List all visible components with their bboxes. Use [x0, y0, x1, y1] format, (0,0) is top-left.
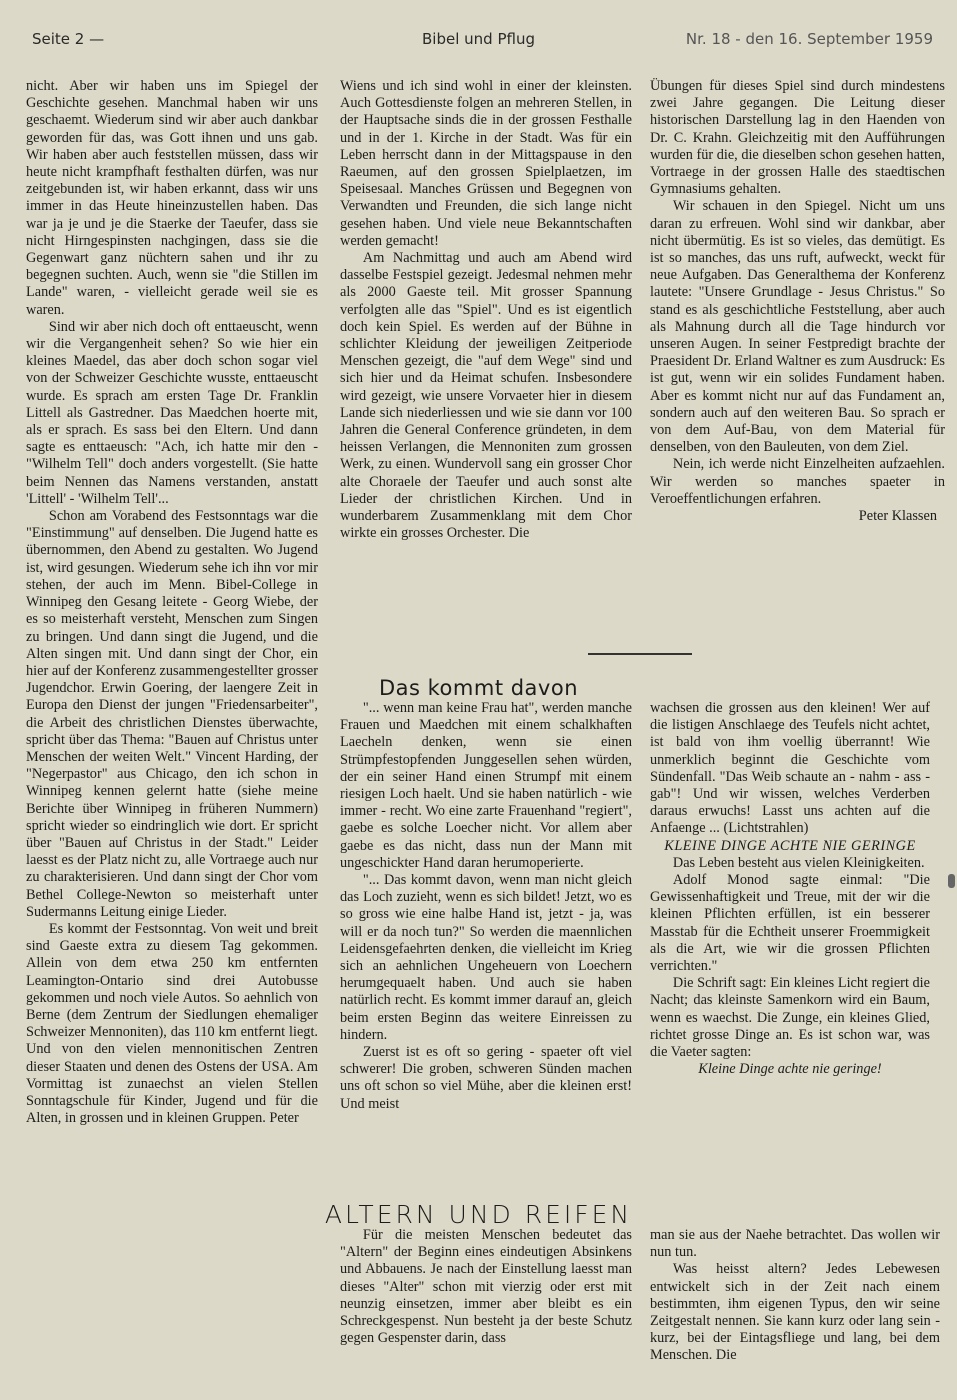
article-title: Das kommt davon: [378, 676, 579, 700]
publication-title: Bibel und Pflug: [422, 30, 535, 48]
paragraph: Für die meisten Menschen bedeutet das "Altern" der Beginn eines eindeutigen Absinkens und Abbauens. Je nach der Einstellung laesst man dieses "Alter" schon mit vierzig oder erst mit neunzig einsetzen, immer aber bleibt es ein Schreckgespenst. Nun besteht ja der beste Schutz gegen Gespenster darin, dass: [340, 1227, 632, 1347]
paragraph: Am Nachmittag und auch am Abend wird dasselbe Festspiel gezeigt. Jedesmal nehmen mehr als 2000 Gaeste teil. Mit grosser Spannung verfolgten alle das "Spiel". Und es ist eigentlich doch kein Spiel. Es werden auf der Bühne in schlichter Kleidung der jeweiligen Zeitperiode Menschen gezeigt, die "auf dem Wege" sind und sich hier und da Heimat schufen. Insbesondere wird gezeigt, wie unsere Vorvaeter hier in diesem Lande sich niederliessen und wie sie dann vor 100 Jahren die General Conference gründeten, in dem heissen Verlangen, die Mennoniten zum grossen Werk, zu einen. Wundervoll sang ein grosser Chor alte Choraele der Taeufer und auch sonst alte Lieder der christlichen Kirchen. Und in wunderbarem Zusammenklang mit dem Chor wirkte ein grosses Orchester. Die: [340, 250, 632, 542]
paragraph: nicht. Aber wir haben uns im Spiegel der Geschichte gesehen. Manchmal haben wir uns geschaemt. Wiederum sind wir aber auch dankbar geworden für das, was Gott ihnen und uns gab. Wir haben aber auch feststellen müssen, dass wir heute nicht krampfhaft festhalten dürfen, was nur zeitgebunden ist, wir haben erkannt, dass wir uns immer in das Heute hineinzustellen haben. Das war ja je und je die Staerke der Taeufer, dass sie nicht Hirngespinsten nachgingen, dass sie die Gegenwart ganz nüchtern sahen und ihr zu begegnen suchten. Auch, wenn sie "die Stillen im Lande" waren, - vielleicht gerade weil sie es waren.: [26, 78, 318, 318]
subheading: KLEINE DINGE ACHTE NIE GERINGE: [664, 837, 916, 854]
page-number: Seite 2 —: [32, 30, 105, 48]
paragraph: Schon am Vorabend des Festsonntags war die "Einstimmung" auf denselben. Die Jugend hatte es übernommen, den Abend zu gestalten. Wo Jugend ist, wird gesungen. Wiederum sehe ich ihn vor mir stehen, der auch im Menn. Bibel-College in Winnipeg den Gesang leitete - Georg Wiebe, der es so meisterhaft versteht, Menschen zum Singen zu bringen. Und dann singt die Jugend, und die Alten singen mit. Und dann singt der Chor, ein hier auf der Konferenz zusammengestellter grosser Jugendchor. Erwin Goering, der laengere Zeit in Europa den Dienst der jungen "Friedensarbeiter", die Arbeit des christlichen Dienstes überwachte, spricht über das Thema: "Bauen auf Christus unter Menschen der weiten Welt." Vincent Harding, der "Negerpastor" aus Chicago, den ich schon in Winnipeg kennen gelernt hatte (siehe meine Berichte über Winnipeg in früheren Nummern) spricht wieder so eindringlich wie dort. Er spricht über "Bauen auf Christus in der Stadt." Leider laesst es der Platz nicht zu, alle Vortraege auch nur zu charakterisieren. Und dann singt der Chor vom Bethel College-Newton so meisterhaft unter Sudermanns Leitung einige Lieder.: [26, 508, 318, 920]
paragraph: Sind wir aber nich doch oft enttaeuscht, wenn wir die Vergangenheit sehen? So wie hier ein kleines Maedel, das aber doch schon sogar viel von der Schweizer Geschichte wusste, enttaeuscht wurde. Es sprach am ersten Tage Dr. Franklin Littell als Gastredner. Das Maedchen hoerte mit, als er sprach. Es sass bei den Eltern. Und dann sagte es enttaeusch: "Ach, ich hatte mir den - "Wilhelm Tell" doch anders vorgestellt. (Sie hatte beim Nennen das Namens verstanden, anstatt 'Littell' - 'Wilhelm Tell'...: [26, 318, 318, 507]
paragraph: Zuerst ist es oft so gering - spaeter oft viel schwerer! Die groben, schweren Sünden machen uns oft schon so viel Mühe, aber die kleinen erst! Und meist: [340, 1044, 632, 1112]
paragraph: Wiens und ich sind wohl in einer der kleinsten. Auch Gottesdienste folgen an mehreren Stellen, in der Hauptsache sinds die in der grossen Festhalle und in der 1. Kirche in der Stadt. Was für ein Leben herrscht dann in der Mittagspause in den Raeumen, auf den grossen Spielplaetzen, im Speisesaal. Manches Grüssen und Begegnen von Verwandten und Freunden, die sich lange nicht gesehen haben. Und viele neue Bekanntschaften werden gemacht!: [340, 78, 632, 249]
paragraph: wachsen die grossen aus den kleinen! Wer auf die listigen Anschlaege des Teufels nicht achtet, ist bald von ihm voellig überrannt! Wie unmerklich beginnt die Geschichte vom Sündenfall. "Das Weib schaute an - nahm - ass - gab"! Und wir wissen, welches Verderben daraus erwuchs! Lasst uns achten auf die Anfaenge ... (Lichtstrahlen): [650, 700, 930, 837]
article3-column-right: [650, 1227, 940, 1365]
paragraph: Es kommt der Festsonntag. Von weit und breit sind Gaeste extra zu diesem Tag gekommen. Allein von dem etwa 250 km entfernten Leamington-Ontario sind drei Autobusse gekommen und noch viele Autos. So aehnlich von Berne (dem Zentrum der Siedlungen ehemaliger Schweizer Mennoniten), das 110 km entfernt liegt. Und von den vielen mennonitischen Zentren dieser Staaten und denen des Ostens der USA. Am Vormittag ist zunaechst an vielen Stellen Sonntagschule für Kinder, Jugend und für die Alten, in grossen und in kleinen Gruppen. Peter: [26, 920, 318, 1127]
article-title-altern: ALTERN UND REIFEN: [324, 1200, 633, 1229]
paragraph: Nein, ich werde nicht Einzelheiten aufzaehlen. Wir werden so manches spaeter in Veroeffentlichungen erfahren.: [650, 456, 945, 507]
column-1: [26, 78, 318, 1127]
closing-quote: Kleine Dinge achte nie geringe!: [698, 1061, 882, 1078]
paragraph: Was heisst altern? Jedes Lebewesen entwickelt sich in der Zeit nach einem bestimmten, ihm eigenen Typus, den wir seine Zeitgestalt nennen. Sie kann kurz oder lang sein - kurz, bei der Eintagsfliege und lang, bei dem Menschen. Die: [650, 1261, 940, 1364]
issue-date: Nr. 18 - den 16. September 1959: [685, 30, 933, 48]
article3-column-left: [340, 1227, 632, 1347]
margin-mark: [948, 874, 955, 888]
column-2: [340, 78, 632, 542]
article-column-right: [650, 700, 930, 1078]
paragraph: Übungen für dieses Spiel sind durch mindestens zwei Jahre gegangen. Die Leitung dieser historischen Darstellung lag in den Haenden von Dr. C. Krahn. Gleichzeitig mit den Aufführungen wurden für die, die dieselben schon gesehen hatten, Vortraege in der grossen Halle des staedtischen Gymnasiums gehalten.: [650, 78, 945, 198]
paragraph: "... Das kommt davon, wenn man nicht gleich das Loch zuzieht, wenn es sich bildet! Jetzt, wo es so gross wie eine halbe Hand ist, jetzt - ja, was will er da noch tun?" So werden die maennlichen Leidensgefaehrten denken, die vielleicht im Krieg sich an aehnlichen Ungeheuern von Loechern herumgequaelt haben. Und auch sie haben natürlich recht. Es kommt immer darauf an, gleich beim ersten Beginn das weitere Einreissen zu hindern.: [340, 872, 632, 1043]
paragraph: "... wenn man keine Frau hat", werden manche Frauen und Maedchen mit einem schalkhaften Laecheln denken, wenn sie einen Strümpfestopfenden Junggesellen sehen würden, der ein seiner Hand einen Strumpf mit einem riesigen Loch haelt. Und sie haben natürlich - wie immer - recht. Wo eine zarte Frauenhand "regiert", gaebe es solche Loecher nicht. Vor allem aber gaebe es das nicht, dass nun der Mann mit ungeschickter Hand daran herumoperierte.: [340, 700, 632, 871]
paragraph: Die Schrift sagt: Ein kleines Licht regiert die Nacht; das kleinste Samenkorn wird ein Baum, wenn es waechst. Die Zunge, ein kleines Glied, richtet grosse Dinge an. Es ist schon war, was die Vaeter sagten:: [650, 975, 930, 1061]
paragraph: Adolf Monod sagte einmal: "Die Gewissenhaftigkeit und Treue, mit der wir die kleinen Pflichten erfüllen, ist ein besserer Masstab für die Echtheit unserer Froemmigkeit als die Art, wie wir die grossen Pflichten verrichten.": [650, 872, 930, 975]
section-divider: [588, 653, 692, 655]
paragraph: Wir schauen in den Spiegel. Nicht um uns daran zu erfreuen. Wohl sind wir dankbar, aber nicht übermütig. Es ist so vieles, das demütigt. Es ist so manches, das uns ruft, aufweckt, weckt für neue Aufgaben. Das Generalthema der Konferenz lautete: "Unsere Grundlage - Jesus Christus." So stand es als geschichtliche Feststellung, aber auch als Mahnung durch all die Tage hindurch vor unseren Augen. In seiner Festpredigt brachte der Praesident Dr. Erland Waltner es zum Ausdruck: Es ist gut, wenn wir ein solides Fundament haben. Aber es kommt nicht nur auf das Fundament an, sondern auch auf den weiteren Bau. So sprach er von dem Auf-Bau, von dem Material für denselben, von den Bauleuten, von dem Ziel.: [650, 198, 945, 456]
paragraph: Das Leben besteht aus vielen Kleinigkeiten.: [672, 854, 925, 871]
author-signature: Peter Klassen: [858, 508, 937, 525]
paragraph: man sie aus der Naehe betrachtet. Das wollen wir nun tun.: [650, 1227, 940, 1261]
article-column-left: [340, 700, 632, 1113]
column-3: [650, 78, 945, 525]
